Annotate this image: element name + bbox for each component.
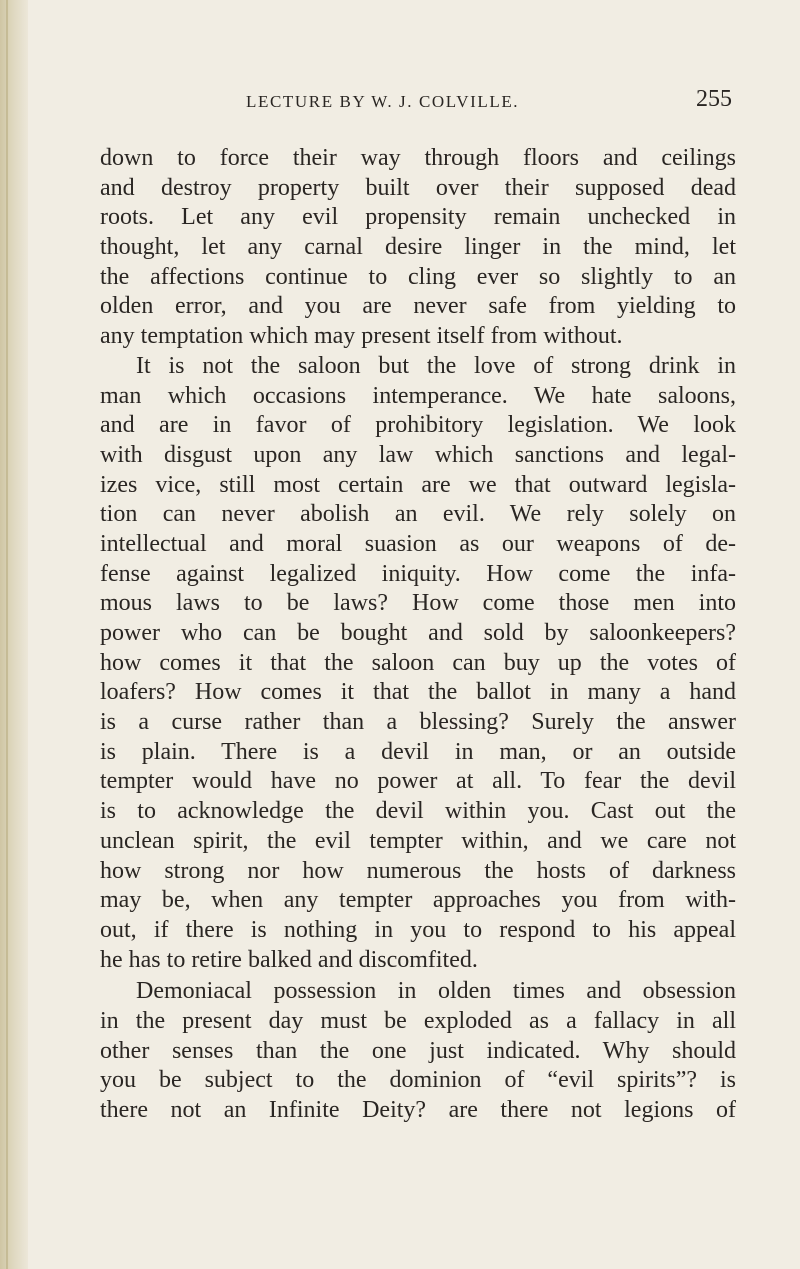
text-line: may be, when any tempter approaches you from with- [100, 887, 736, 914]
text-line: is to acknowledge the devil within you. Cast out the [100, 798, 736, 825]
text-line: other senses than the one just indicated. Why should [100, 1037, 736, 1064]
page-header [92, 86, 732, 116]
text-line: olden error, and you are never safe from yielding to [100, 293, 736, 320]
text-line: thought, let any carnal desire linger in the mind, let [100, 234, 736, 261]
text-line: tempter would have no power at all. To fear the devil [100, 768, 736, 795]
text-line: he has to retire balked and discomfited. [100, 946, 478, 973]
text-line: the affections continue to cling ever so slightly to an [100, 263, 736, 290]
text-line: unclean spirit, the evil tempter within, and we care not [100, 827, 736, 854]
text-line: is a curse rather than a blessing? Surely the answer [100, 709, 736, 736]
page-number: 255 [696, 86, 732, 112]
text-line: and destroy property built over their supposed dead [100, 174, 736, 201]
text-line: intellectual and moral suasion as our weapons of de- [100, 530, 736, 557]
text-line: down to force their way through floors and ceilings [100, 145, 736, 171]
text-line: mous laws to be laws? How come those men into [100, 590, 736, 617]
paragraph-1 [100, 144, 736, 352]
text-line: how comes it that the saloon can buy up the votes of [100, 649, 736, 676]
text-line: fense against legalized iniquity. How come the infa- [100, 560, 736, 587]
running-head: LECTURE BY W. J. COLVILLE. [246, 92, 520, 111]
text-line: izes vice, still most certain are we that outward legisla- [100, 471, 736, 498]
binding-shadow [6, 0, 8, 1269]
text-line: in the present day must be exploded as a fallacy in all [100, 1007, 736, 1034]
paragraph-2 [100, 352, 736, 975]
page-edge [0, 0, 28, 1269]
body-text [100, 144, 736, 1126]
text-line: there not an Infinite Deity? are there not legions of [100, 1097, 736, 1123]
text-line: is plain. There is a devil in man, or an outside [100, 738, 736, 765]
text-line: any temptation which may present itself from without. [100, 323, 623, 350]
text-line: with disgust upon any law which sanctions and legal- [100, 441, 736, 468]
text-line: out, if there is nothing in you to respond to his appeal [100, 916, 736, 943]
text-line: Demoniacal possession in olden times and obsession [136, 978, 736, 1005]
text-line: roots. Let any evil propensity remain unchecked in [100, 204, 736, 231]
text-line: how strong nor how numerous the hosts of darkness [100, 857, 736, 884]
text-line: tion can never abolish an evil. We rely solely on [100, 501, 736, 528]
text-line: loafers? How comes it that the ballot in many a hand [100, 679, 736, 706]
text-line: and are in favor of prohibitory legislation. We look [100, 412, 736, 439]
text-line: It is not the saloon but the love of strong drink in [136, 352, 736, 379]
text-line: power who can be bought and sold by saloonkeepers? [100, 620, 736, 646]
paragraph-3 [100, 977, 736, 1125]
text-line: you be subject to the dominion of “evil spirits”? is [100, 1067, 736, 1094]
text-line: man which occasions intemperance. We hate saloons, [100, 382, 736, 409]
